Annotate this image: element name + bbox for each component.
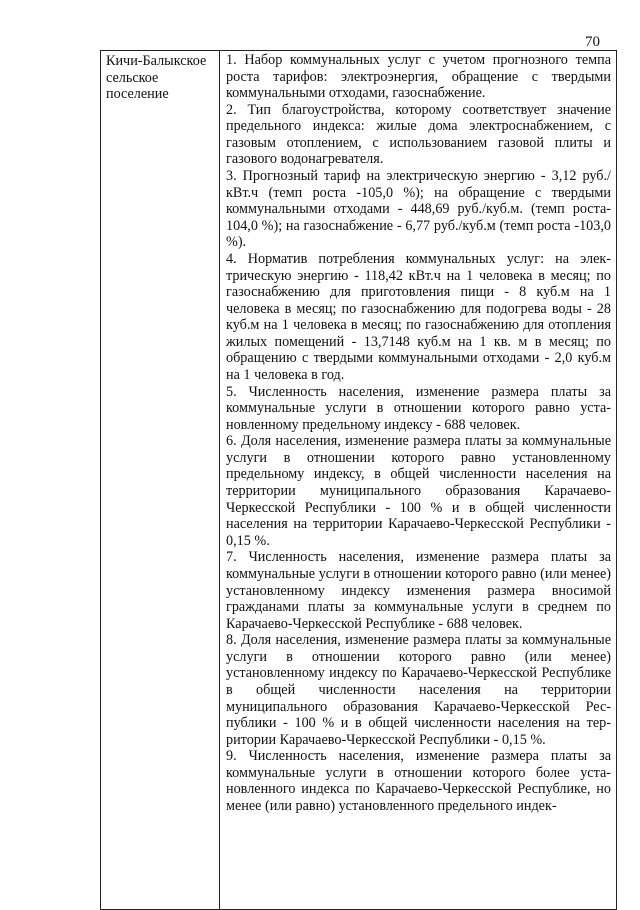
paragraph-1: 1. Набор коммунальных услуг с учетом прогнозного темпа роста тарифов: электроэнергия, обращение с твердыми коммунальными отходами, газоснабжение. xyxy=(226,52,611,102)
settlement-name: Кичи-Балыкское сельское поселение xyxy=(106,53,207,103)
paragraph-8: 8. Доля населения, изменение размера платы за коммунальные услуги в отношении которого равно (или менее) установленному индексу по Карачаево-Черкесской Республике в общей численности населения на территории муниципального образования Карачаево-Черкесской Республики - 100 % и в общей численности населения на территории Карачаево-Черкесской Республики - 0,15 %. xyxy=(226,632,611,748)
paragraph-2: 2. Тип благоустройства, которому соответствует значение предельного индекса: жилые дома электроснабжением, с газовым отоплением, с использованием газовой плиты и газового водонагревателя. xyxy=(226,101,611,168)
paragraph-6: 6. Доля населения, изменение размера платы за коммунальные услуги в отношении которого равно установленному предельному индексу, в общей численности населения на территории муниципального образования Карачаево-Черкесской Республики - 100 % и в общей численности населения на территории Карачаево-Черкесской Республики - 0,15 %. xyxy=(226,433,611,549)
paragraph-3: 3. Прогнозный тариф на электрическую энергию - 3,12 руб./кВт.ч (темп роста -105,0 %); на обращение с твердыми коммунальными отходами - 448,69 руб./куб.м. (темп роста- 104,0 %); на газоснабжение - 6,77 руб./куб.м (темп роста -103,0 %). xyxy=(226,168,611,251)
page-number: 70 xyxy=(585,34,600,50)
paragraph-4: 4. Норматив потребления коммунальных услуг: на электрическую энергию - 118,42 кВт.ч на 1 человека в месяц; по газоснабжению для приготовления пищи - 8 куб.м на 1 человека в месяц; по газоснабжению для подогрева воды - 28 куб.м на 1 человека в месяц; по газоснабжению для отопления жилых помещений - 13,7148 куб.м на 1 кв. м в месяц; по обращению с твердыми коммунальными отходами - 2,0 куб.м на 1 человека в год. xyxy=(226,250,611,383)
paragraph-5: 5. Численность населения, изменение размера платы за коммунальные услуги в отношении которого равно установленному предельному индексу - 688 человек. xyxy=(226,383,611,433)
paragraph-9: 9. Численность населения, изменение размера платы за коммунальные услуги в отношении которого более установленного индекса по Карачаево-Черкесской Республике, но менее (или равно) установленного предельного индек- xyxy=(226,748,611,815)
table-row xyxy=(101,51,617,910)
paragraph-7: 7. Численность населения, изменение размера платы за коммунальные услуги в отношении которого равно (или менее) установленному индексу изменения размера вносимой гражданами платы за коммунальные услуги в среднем по Карачаево-Черкесской Республике - 688 человек. xyxy=(226,549,611,632)
content-cell xyxy=(220,51,617,910)
tariff-table xyxy=(100,50,617,910)
settlement-cell xyxy=(101,51,220,910)
content-text xyxy=(220,51,616,815)
